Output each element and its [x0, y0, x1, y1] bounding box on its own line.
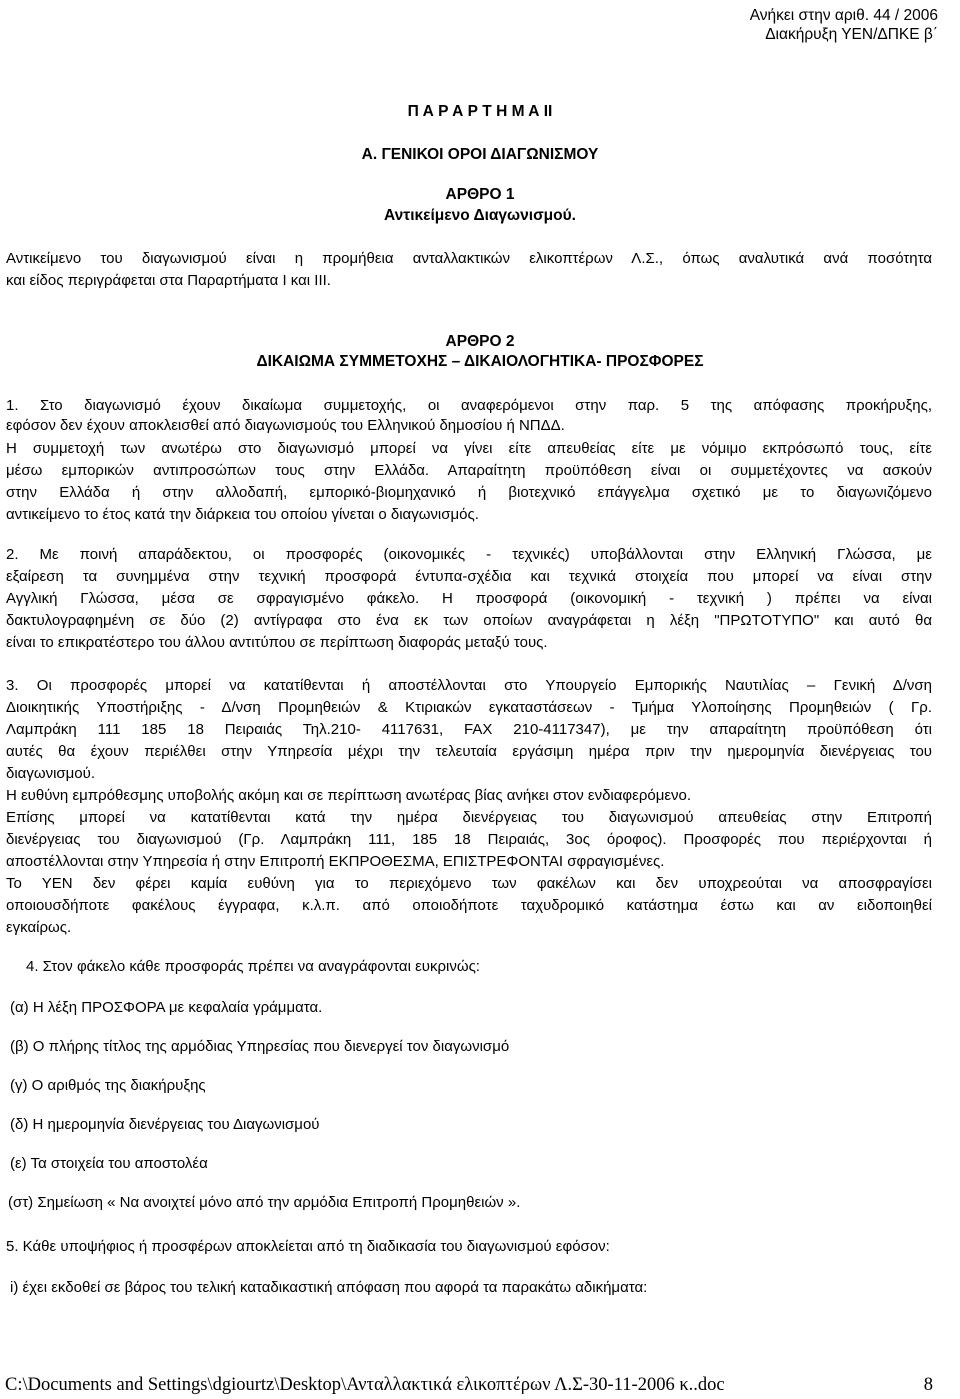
paragraph-5-item: i) έχει εκδοθεί σε βάρος του τελική καταδικαστική απόφαση που αφορά τα παρακάτω αδικήματα:	[10, 1279, 648, 1296]
paragraph-2-line: εξαίρεση τα συνημμένα στην τεχνική προσφορά έντυπα-σχέδια και τεχνικά στοιχεία που μπορεί να είναι στην	[6, 568, 932, 585]
header-line-2: Διακήρυξη ΥΕΝ/ΔΠΚΕ β΄	[765, 26, 938, 43]
paragraph-5-intro: 5. Κάθε υποψήφιος ή προσφέρων αποκλείεται από τη διαδικασία του διαγωνισμού εφόσον:	[6, 1238, 610, 1255]
paragraph-1-line: Η συμμετοχή των ανωτέρω στο διαγωνισμό μπορεί να γίνει είτε απευθείας είτε με νόμιμο εκπρόσωπό τους, είτε	[6, 440, 932, 457]
paragraph-3-line: Το ΥΕΝ δεν φέρει καμία ευθύνη για το περιεχόμενο των φακέλων και δεν υποχρεούται να αποσφραγίσει	[6, 875, 932, 892]
paragraph-4-item: (γ) Ο αριθμός της διακήρυξης	[10, 1077, 206, 1094]
paragraph-3-line: αυτές θα έχουν περιέλθει στην Υπηρεσία μέχρι την τελευταία εργάσιμη ημέρα πριν την ημερομηνία διενέργειας του	[6, 743, 932, 760]
paragraph-1-line: αντικείμενο το έτος κατά την διάρκεια του οποίου γίνεται ο διαγωνισμός.	[6, 506, 479, 523]
paragraph-2-line: δακτυλογραφημένη σε δύο (2) αντίγραφα στο ένα εκ των οποίων αναγράφεται η λέξη "ΠΡΩΤΟΤΥΠΟ" και αυτό θα	[6, 612, 932, 629]
paragraph-1-line: μέσω εμπορικών αντιπροσώπων τους στην Ελλάδα. Απαραίτητη προϋπόθεση είναι οι συμμετέχοντες να ασκούν	[6, 462, 932, 479]
paragraph-3-line: αποστέλλονται στην Υπηρεσία ή στην Επιτροπή ΕΚΠΡΟΘΕΣΜΑ, ΕΠΙΣΤΡΕΦΟΝΤΑΙ σφραγισμένες.	[6, 853, 665, 870]
paragraph-4-intro: 4. Στον φάκελο κάθε προσφοράς πρέπει να αναγράφονται ευκρινώς:	[26, 958, 480, 975]
paragraph-2-line: 2. Με ποινή απαράδεκτου, οι προσφορές (οικονομικές - τεχνικές) υποβάλλονται στην Ελληνική Γλώσσα, με	[6, 546, 932, 563]
paragraph-3-line: Επίσης μπορεί να κατατίθενται κατά την ημέρα διενέργειας του διαγωνισμού απευθείας στην Επιτροπή	[6, 809, 932, 826]
article-2-heading: ΑΡΘΡΟ 2	[445, 333, 515, 350]
article-1-line: Αντικείμενο του διαγωνισμού είναι η προμήθεια ανταλλακτικών ελικοπτέρων Λ.Σ., όπως αναλυτικά ανά ποσότητα	[6, 250, 932, 267]
paragraph-2-line: είναι το επικρατέστερο του άλλου αντιτύπου σε περίπτωση διαφοράς μεταξύ τους.	[6, 634, 548, 651]
paragraph-4-item: (β) Ο πλήρης τίτλος της αρμόδιας Υπηρεσίας που διενεργεί τον διαγωνισμό	[10, 1038, 510, 1055]
paragraph-4-item: (δ) Η ημερομηνία διενέργειας του Διαγωνισμού	[10, 1116, 320, 1133]
article-1-line: και είδος περιγράφεται στα Παραρτήματα Ι και ΙΙΙ.	[6, 272, 331, 289]
paragraph-3-line: Διοικητικής Υποστήριξης - Δ/νση Προμηθειών & Κτιριακών εγκαταστάσεων - Τμήμα Υλοποίησης Προμηθειών ( Γρ.	[6, 699, 932, 716]
paragraph-3-line: Λαμπράκη 111 185 18 Πειραιάς Τηλ.210- 4117631, FAX 210-4117347), με την απαραίτητη προϋπόθεση ότι	[6, 721, 932, 738]
paragraph-3-line: διενέργειας του διαγωνισμού (Γρ. Λαμπράκη 111, 185 18 Πειραιάς, 3ος όροφος). Προσφορές που περιέρχονται ή	[6, 831, 932, 848]
article-1-heading: ΑΡΘΡΟ 1	[445, 186, 515, 203]
paragraph-3-line: 3. Οι προσφορές μπορεί να κατατίθενται ή αποστέλλονται στο Υπουργείο Εμπορικής Ναυτιλίας – Γενική Δ/νση	[6, 677, 932, 694]
paragraph-2-line: Αγγλική Γλώσσα, μέσα σε σφραγισμένο φάκελο. Η προσφορά (οικονομική - τεχνική ) πρέπει να είναι	[6, 590, 932, 607]
document-header	[750, 6, 938, 44]
header-line-1: Ανήκει στην αριθ. 44 / 2006	[749, 7, 938, 24]
appendix-title: Π Α Ρ Α Ρ Τ Η Μ Α ΙΙ	[407, 103, 553, 120]
footer-file-path: C:\Documents and Settings\dgiourtz\Desktop\Ανταλλακτικά ελικοπτέρων Λ.Σ-30-11-2006 κ..doc	[5, 1375, 725, 1395]
article-2-subheading: ΔΙΚΑΙΩΜΑ ΣΥΜΜΕΤΟΧΗΣ – ΔΙΚΑΙΟΛΟΓΗΤΙΚΑ- ΠΡΟΣΦΟΡΕΣ	[256, 353, 704, 370]
paragraph-3-line: διαγωνισμού.	[6, 765, 96, 782]
paragraph-3-line: εγκαίρως.	[6, 919, 72, 936]
paragraph-3-line: οποιουσδήποτε φακέλους έγγραφα, κ.λ.π. από οποιοδήποτε ταχυδρομικό κατάστημα έστω και αν ειδοποιηθεί	[6, 897, 932, 914]
paragraph-3-line: Η ευθύνη εμπρόθεσμης υποβολής ακόμη και σε περίπτωση ανωτέρας βίας ανήκει στον ενδιαφερόμενο.	[6, 787, 692, 804]
footer-page-number: 8	[923, 1375, 933, 1395]
paragraph-4-item: (α) Η λέξη ΠΡΟΣΦΟΡΑ με κεφαλαία γράμματα.	[10, 999, 323, 1016]
document-footer	[5, 1375, 933, 1396]
paragraph-4-item: (στ) Σημείωση « Να ανοιχτεί μόνο από την αρμόδια Επιτροπή Προμηθειών ».	[8, 1194, 521, 1211]
paragraph-4-item: (ε) Τα στοιχεία του αποστολέα	[10, 1155, 208, 1172]
article-1-subheading: Αντικείμενο Διαγωνισμού.	[384, 207, 576, 224]
paragraph-1-line: 1. Στο διαγωνισμό έχουν δικαίωμα συμμετοχής, οι αναφερόμενοι στην παρ. 5 της απόφασης προκήρυξης,	[6, 397, 932, 414]
section-a-title: Α. ΓΕΝΙΚΟΙ ΟΡΟΙ ΔΙΑΓΩΝΙΣΜΟΥ	[361, 146, 599, 163]
paragraph-1-line: στην Ελλάδα ή στην αλλοδαπή, εμπορικό-βιομηχανικό ή βιοτεχνικό επάγγελμα σχετικό με το διαγωνιζόμενο	[6, 484, 932, 501]
paragraph-1-line: εφόσον δεν έχουν αποκλεισθεί από διαγωνισμούς του Ελληνικού δημοσίου ή ΝΠΔΔ.	[6, 417, 565, 434]
